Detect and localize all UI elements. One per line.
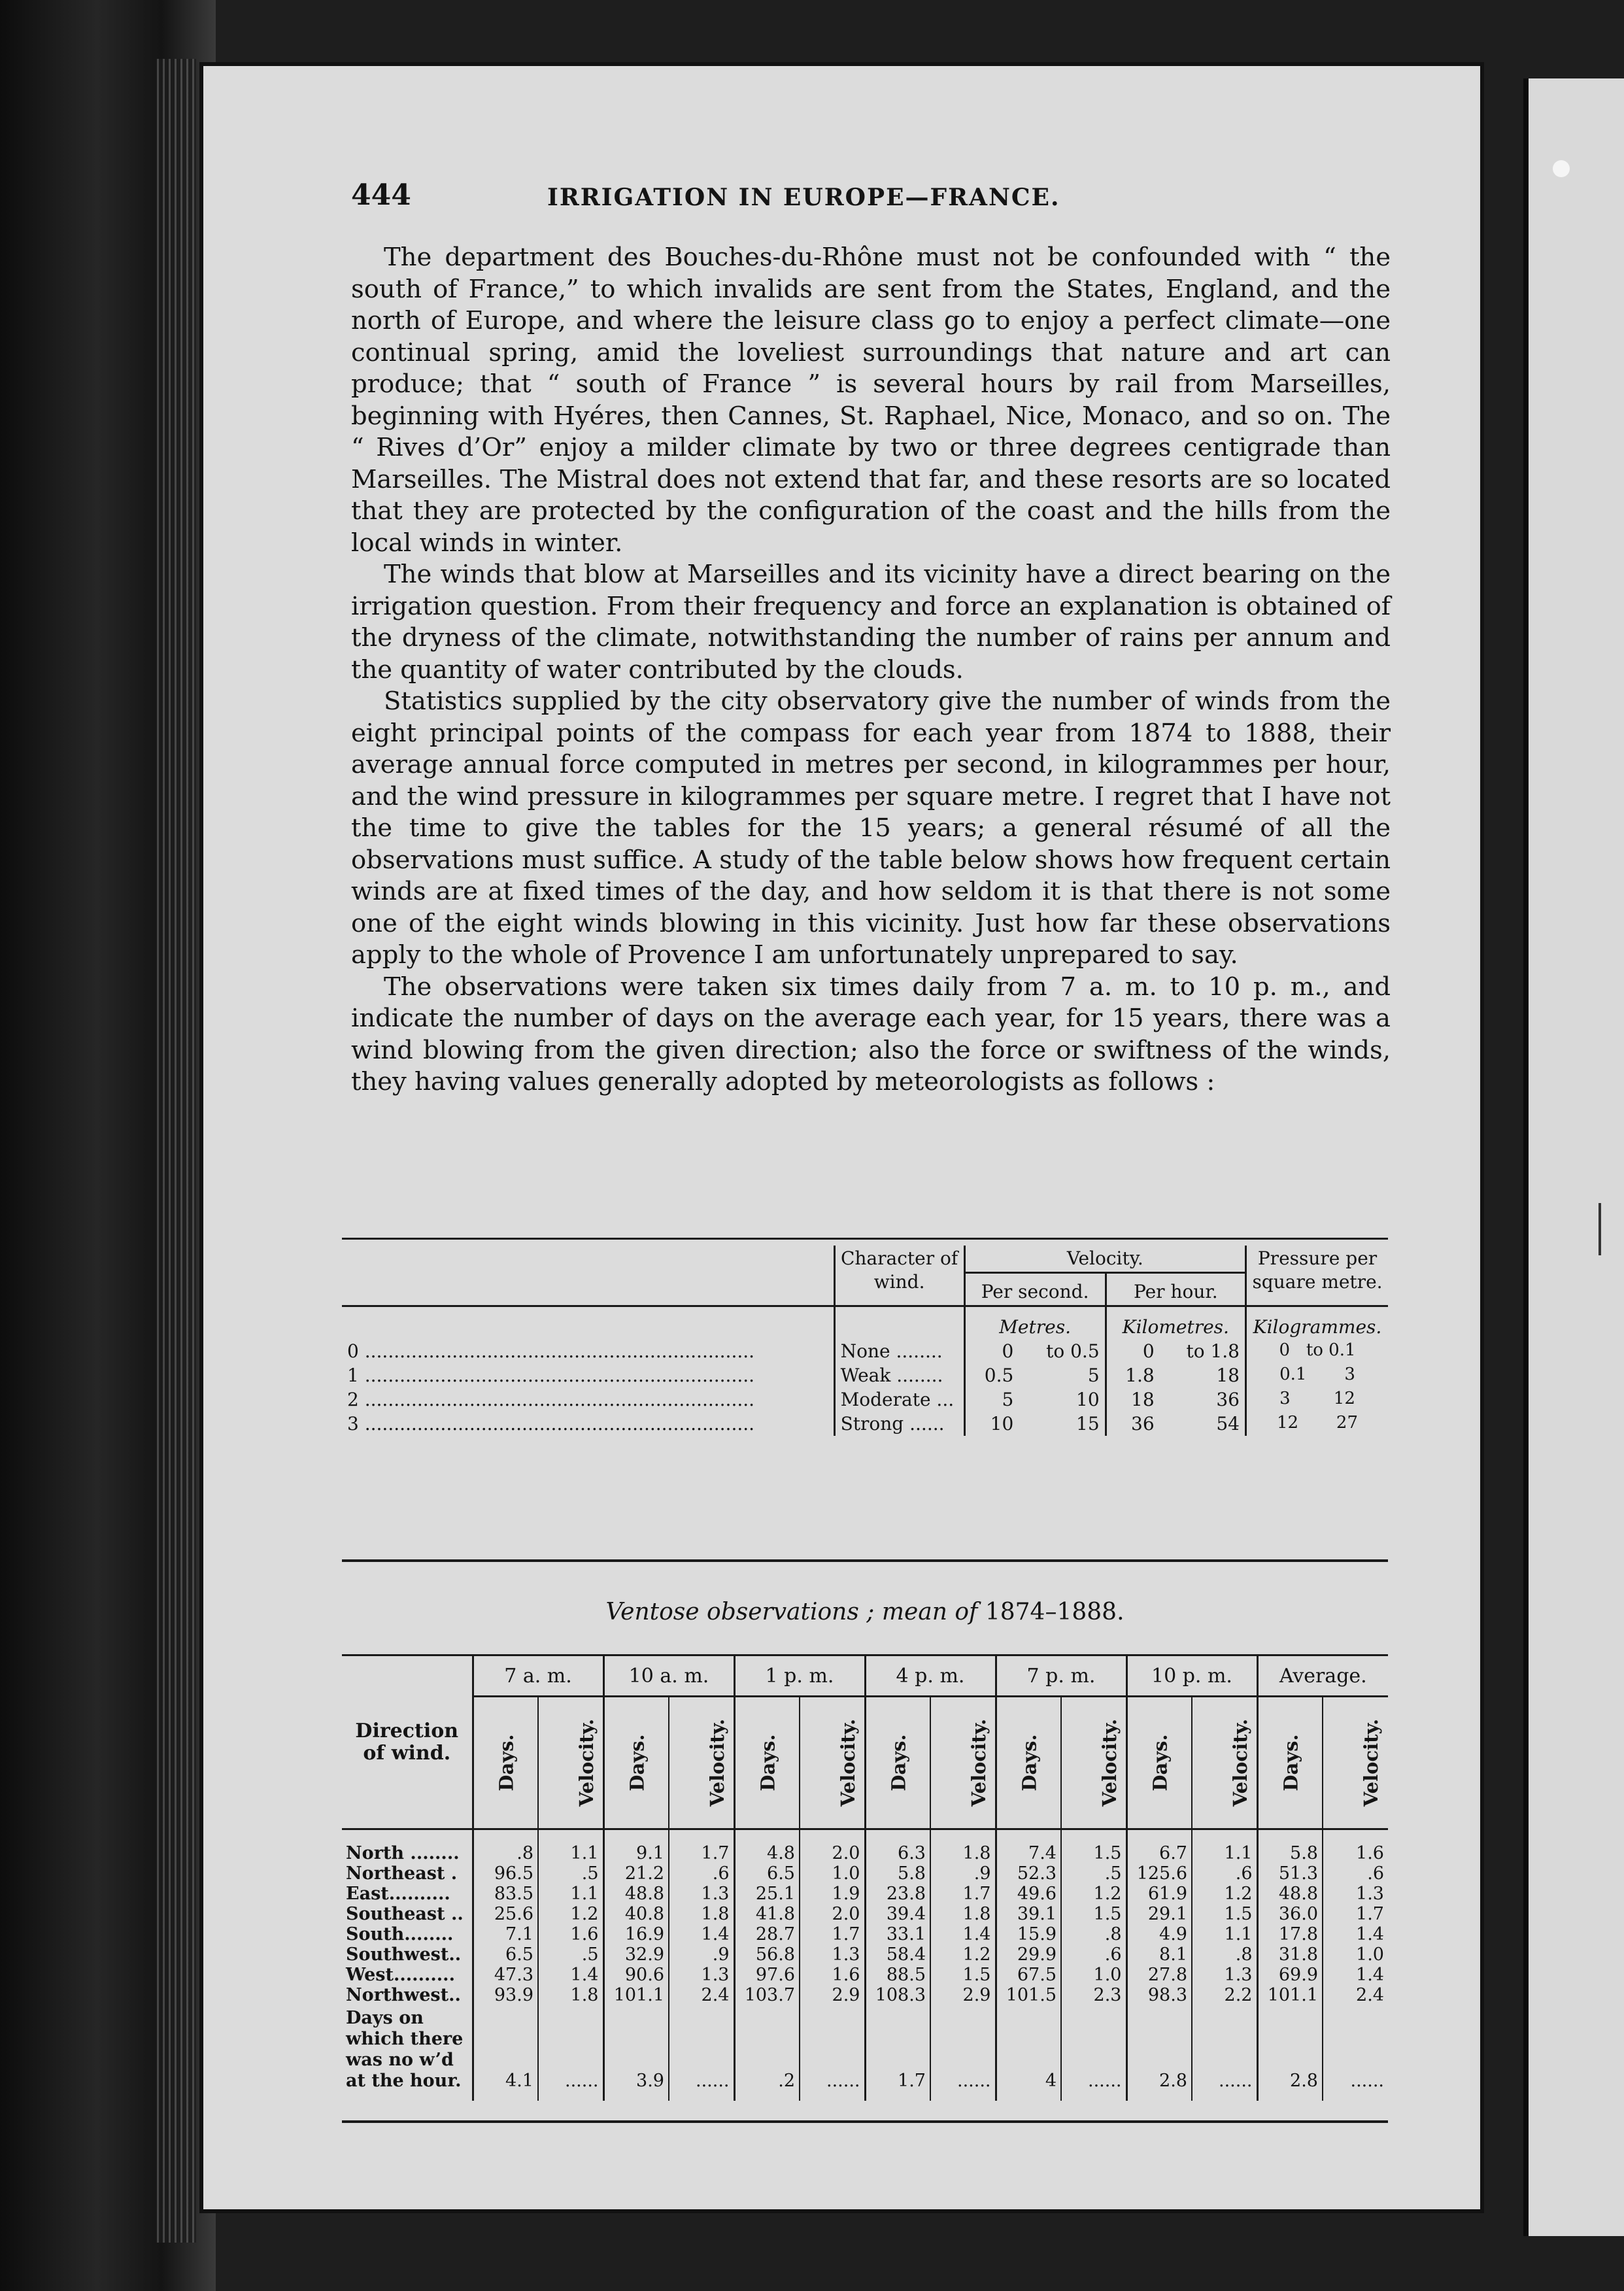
- wind-direction-row: [342, 1924, 1388, 1944]
- direction-label: East..........: [346, 1884, 450, 1904]
- character-value: Moderate: [840, 1389, 931, 1410]
- days-value: 67.5: [996, 1965, 1061, 1985]
- velocity-label: Velocity.: [1229, 1718, 1252, 1807]
- days-value: 49.6: [996, 1884, 1061, 1904]
- time-header: 7 p. m.: [996, 1655, 1126, 1697]
- direction-label: North ........: [346, 1843, 460, 1863]
- per-second-from: 0.5: [964, 1363, 1019, 1387]
- days-label: Days.: [1279, 1734, 1302, 1791]
- pressure-from: 12: [1276, 1413, 1299, 1433]
- days-value: 2.8: [1257, 2005, 1323, 2101]
- pressure-from: 0: [1279, 1340, 1291, 1360]
- days-label: Days.: [1149, 1734, 1172, 1791]
- per-second-header: Per second.: [964, 1273, 1106, 1306]
- velocity-value: 1.2: [538, 1904, 603, 1924]
- time-header: 10 p. m.: [1126, 1655, 1257, 1697]
- velocity-value: 1.0: [1061, 1965, 1126, 1985]
- character-value: Weak: [840, 1365, 891, 1386]
- velocity-value: 1.1: [538, 1884, 603, 1904]
- velocity-value: 2.9: [930, 1985, 996, 2005]
- days-label: Days.: [495, 1734, 518, 1791]
- direction-label: West..........: [346, 1965, 455, 1985]
- pressure-to: 27: [1336, 1413, 1359, 1433]
- observation-rows: [342, 1829, 1388, 2101]
- paragraph: The winds that blow at Marseilles and its vicinity have a direct bearing on the irrigation question. From their frequency and force an explanation is obtained of the dryness of the climate, notwithstanding the number of rains per annum and the quantity of water contributed by the clouds.: [351, 560, 1391, 685]
- days-value: 1.7: [865, 2005, 930, 2101]
- margin-mark: [1599, 1203, 1601, 1255]
- days-value: 39.1: [996, 1904, 1061, 1924]
- days-value: 6.3: [865, 1829, 930, 1864]
- velocity-value: ......: [538, 2005, 603, 2101]
- velocity-value: 1.1: [1192, 1924, 1257, 1944]
- velocity-value: .6: [1061, 1944, 1126, 1965]
- velocity-value: 1.3: [800, 1944, 865, 1965]
- paragraph: Statistics supplied by the city observatory give the number of winds from the eight principal points of the compass for each year from 1874 to 1888, their average annual force computed in metres per second, in kilogrammes per hour, and the wind pressure in kilogrammes per square metre. I regret that I have not the time to give the tables for the 15 years; a general résumé of all the observations must suffice. A study of the table below shows how frequent certain winds are at fixed times of the day, and how seldom it is that there is not some one of the eight winds blowing in this vicinity. Just how far these observations apply to the whole of Provence I am unfortunately unprepared to say.: [351, 687, 1391, 970]
- direction-header: Direction of wind.: [342, 1655, 473, 1829]
- days-value: 96.5: [473, 1863, 538, 1884]
- days-value: 51.3: [1257, 1863, 1323, 1884]
- days-value: 88.5: [865, 1965, 930, 1985]
- velocity-value: .5: [538, 1944, 603, 1965]
- days-value: 40.8: [603, 1904, 669, 1924]
- scale-row: 2 ................................................................... Moderate ... 5 10 18 36 3 12: [342, 1387, 1388, 1412]
- velocity-value: ......: [1323, 2005, 1388, 2101]
- velocity-label: Velocity.: [1360, 1718, 1383, 1807]
- days-label: Days.: [626, 1734, 649, 1791]
- direction-label: Northwest..: [346, 1985, 461, 2005]
- days-value: 61.9: [1126, 1884, 1192, 1904]
- velocity-value: .9: [669, 1944, 734, 1965]
- ventose-observations-table: [342, 1654, 1388, 2101]
- days-value: 2.8: [1126, 2005, 1192, 2101]
- per-second-to: 10: [1076, 1389, 1100, 1410]
- days-value: 25.1: [734, 1884, 800, 1904]
- per-hour-to: 18: [1216, 1365, 1240, 1386]
- velocity-value: 1.8: [930, 1904, 996, 1924]
- velocity-value: 1.5: [1061, 1904, 1126, 1924]
- scale-row: 3 ................................................................... Strong ...... 10 15 36 54 12 27: [342, 1412, 1388, 1436]
- per-second-to: 5: [1087, 1365, 1100, 1386]
- velocity-value: 1.8: [538, 1985, 603, 2005]
- velocity-value: ......: [800, 2005, 865, 2101]
- caption-italic: Ventose observations ; mean of: [605, 1599, 978, 1625]
- velocity-value: 1.6: [1323, 1829, 1388, 1864]
- direction-label: South........: [346, 1924, 454, 1944]
- velocity-value: 1.5: [1192, 1904, 1257, 1924]
- scale-row: 1 ................................................................... Weak ........ 0.5 5 1.8 18 0.1 3: [342, 1363, 1388, 1387]
- per-hour-header: Per hour.: [1106, 1273, 1245, 1306]
- scan-hole-mark: [1553, 160, 1570, 177]
- per-hour-from: 18: [1106, 1387, 1160, 1412]
- velocity-value: .9: [930, 1863, 996, 1884]
- adjacent-page-edge: [1523, 78, 1624, 2236]
- days-value: 25.6: [473, 1904, 538, 1924]
- per-second-from: 10: [964, 1412, 1019, 1436]
- wind-direction-row: [342, 1965, 1388, 1985]
- wind-scale-table: [342, 1246, 1388, 1436]
- velocity-value: 1.4: [669, 1924, 734, 1944]
- character-value: Strong: [840, 1413, 904, 1434]
- days-value: 6.7: [1126, 1829, 1192, 1864]
- velocity-value: 1.3: [669, 1884, 734, 1904]
- days-value: 41.8: [734, 1904, 800, 1924]
- scale-number: 1: [347, 1365, 359, 1386]
- wind-direction-row: [342, 1985, 1388, 2005]
- days-value: 33.1: [865, 1924, 930, 1944]
- days-value: 5.8: [1257, 1829, 1323, 1864]
- days-value: 17.8: [1257, 1924, 1323, 1944]
- days-value: 36.0: [1257, 1904, 1323, 1924]
- velocity-value: 1.5: [1061, 1829, 1126, 1864]
- velocity-value: .5: [1061, 1863, 1126, 1884]
- days-value: 83.5: [473, 1884, 538, 1904]
- days-value: 6.5: [734, 1863, 800, 1884]
- days-value: 97.6: [734, 1965, 800, 1985]
- table-bottom-rule: [342, 2120, 1388, 2123]
- velocity-value: .8: [1192, 1944, 1257, 1965]
- velocity-value: 1.8: [669, 1904, 734, 1924]
- velocity-label: Velocity.: [575, 1718, 598, 1807]
- days-value: 9.1: [603, 1829, 669, 1864]
- days-value: 5.8: [865, 1863, 930, 1884]
- velocity-value: .6: [1192, 1863, 1257, 1884]
- wind-direction-row: [342, 1944, 1388, 1965]
- scale-number: 0: [347, 1340, 359, 1362]
- velocity-value: 1.1: [1192, 1829, 1257, 1864]
- velocity-value: .6: [669, 1863, 734, 1884]
- velocity-value: .6: [1323, 1863, 1388, 1884]
- velocity-value: 1.7: [1323, 1904, 1388, 1924]
- direction-label: Southeast ..: [346, 1904, 464, 1924]
- character-value: None: [840, 1340, 890, 1362]
- pressure-from: 3: [1279, 1389, 1291, 1408]
- pressure-to: 3: [1344, 1365, 1355, 1384]
- days-label: Days.: [887, 1734, 910, 1791]
- velocity-value: ......: [669, 2005, 734, 2101]
- velocity-value: ......: [1192, 2005, 1257, 2101]
- wind-direction-row: [342, 1829, 1388, 1864]
- velocity-value: 1.2: [1192, 1884, 1257, 1904]
- velocity-label: Velocity.: [1098, 1718, 1121, 1807]
- table-caption: [342, 1599, 1388, 1625]
- no-wind-row: [342, 2005, 1388, 2101]
- days-value: 8.1: [1126, 1944, 1192, 1965]
- page-number: 444: [351, 178, 411, 212]
- wind-direction-row: [342, 1863, 1388, 1884]
- days-value: 48.8: [1257, 1884, 1323, 1904]
- per-hour-from: 0: [1106, 1339, 1160, 1363]
- days-value: 58.4: [865, 1944, 930, 1965]
- velocity-value: 1.4: [1323, 1924, 1388, 1944]
- velocity-value: 1.6: [538, 1924, 603, 1944]
- days-value: 3.9: [603, 2005, 669, 2101]
- velocity-value: 1.2: [1061, 1884, 1126, 1904]
- days-value: .8: [473, 1829, 538, 1864]
- days-value: 101.5: [996, 1985, 1061, 2005]
- per-hour-from: 36: [1106, 1412, 1160, 1436]
- velocity-value: 1.3: [1323, 1884, 1388, 1904]
- velocity-label: Velocity.: [706, 1718, 729, 1807]
- pressure-to: to 0.1: [1306, 1340, 1356, 1360]
- velocity-value: ......: [1061, 2005, 1126, 2101]
- days-value: 27.8: [1126, 1965, 1192, 1985]
- days-value: 23.8: [865, 1884, 930, 1904]
- days-value: 4.1: [473, 2005, 538, 2101]
- days-value: 32.9: [603, 1944, 669, 1965]
- pressure-from: 0.1: [1279, 1365, 1307, 1384]
- direction-label: Days on which there was no w’d at the hour.: [346, 2008, 464, 2091]
- days-value: 29.1: [1126, 1904, 1192, 1924]
- unit-kilogrammes: Kilogrammes.: [1246, 1306, 1389, 1340]
- time-header: 10 a. m.: [603, 1655, 734, 1697]
- direction-label: Northeast .: [346, 1863, 458, 1884]
- days-value: 39.4: [865, 1904, 930, 1924]
- velocity-value: 1.4: [1323, 1965, 1388, 1985]
- per-second-from: 0: [964, 1339, 1019, 1363]
- days-value: 125.6: [1126, 1863, 1192, 1884]
- wind-direction-row: [342, 1904, 1388, 1924]
- days-label: Days.: [756, 1734, 779, 1791]
- velocity-label: Velocity.: [968, 1718, 990, 1807]
- velocity-value: 1.4: [930, 1924, 996, 1944]
- days-value: 103.7: [734, 1985, 800, 2005]
- table-top-rule: [342, 1238, 1388, 1240]
- velocity-value: 2.0: [800, 1829, 865, 1864]
- days-value: 108.3: [865, 1985, 930, 2005]
- velocity-value: 1.0: [1323, 1944, 1388, 1965]
- days-value: .2: [734, 2005, 800, 2101]
- velocity-value: .5: [538, 1863, 603, 1884]
- paragraph: The observations were taken six times daily from 7 a. m. to 10 p. m., and indicate the number of days on the average each year, for 15 years, there was a wind blowing from the given direction; also the force or swiftness of the winds, they having values generally adopted by meteorologists as follows :: [351, 972, 1391, 1096]
- days-value: 4: [996, 2005, 1061, 2101]
- days-value: 31.8: [1257, 1944, 1323, 1965]
- days-value: 7.1: [473, 1924, 538, 1944]
- paragraph: The department des Bouches-du-Rhône must not be confounded with “ the south of France,” to which invalids are sent from the States, England, and the north of Europe, and where the leisure class go to enjoy a perfect climate—one continual spring, amid the loveliest surroundings that nature and art can produce; that “ south of France ” is several hours by rail from Marseilles, beginning with Hyéres, then Cannes, St. Raphael, Nice, Monaco, and so on. The “ Rives d’Or” enjoy a milder climate by two or three degrees centigrade than Marseilles. The Mistral does not extend that far, and these resorts are so located that they are protected by the configuration of the coast and the hills from the local winds in winter.: [351, 243, 1391, 558]
- per-hour-to: 36: [1216, 1389, 1240, 1410]
- days-value: 101.1: [603, 1985, 669, 2005]
- page-edges: [157, 59, 196, 2243]
- velocity-value: 2.0: [800, 1904, 865, 1924]
- days-value: 52.3: [996, 1863, 1061, 1884]
- page-header: [351, 178, 1345, 224]
- velocity-value: 1.7: [800, 1924, 865, 1944]
- days-value: 90.6: [603, 1965, 669, 1985]
- days-value: 15.9: [996, 1924, 1061, 1944]
- per-hour-to: to 1.8: [1186, 1340, 1240, 1362]
- days-value: 101.1: [1257, 1985, 1323, 2005]
- book-page: [199, 62, 1484, 2213]
- days-value: 21.2: [603, 1863, 669, 1884]
- velocity-value: 1.3: [1192, 1965, 1257, 1985]
- velocity-value: 2.3: [1061, 1985, 1126, 2005]
- days-value: 4.9: [1126, 1924, 1192, 1944]
- days-value: 98.3: [1126, 1985, 1192, 2005]
- days-value: 69.9: [1257, 1965, 1323, 1985]
- velocity-value: 1.2: [930, 1944, 996, 1965]
- days-value: 16.9: [603, 1924, 669, 1944]
- per-hour-to: 54: [1216, 1413, 1240, 1434]
- pressure-header: Pressure per square metre.: [1246, 1246, 1389, 1306]
- velocity-value: 2.4: [669, 1985, 734, 2005]
- time-header: Average.: [1257, 1655, 1388, 1697]
- velocity-value: 1.3: [669, 1965, 734, 1985]
- time-header: 4 p. m.: [865, 1655, 996, 1697]
- velocity-value: 1.7: [669, 1829, 734, 1864]
- velocity-header: Velocity.: [964, 1246, 1245, 1273]
- time-header: 7 a. m.: [473, 1655, 603, 1697]
- per-second-from: 5: [964, 1387, 1019, 1412]
- days-value: 47.3: [473, 1965, 538, 1985]
- days-value: 28.7: [734, 1924, 800, 1944]
- character-header: Character of wind.: [834, 1246, 964, 1306]
- days-value: 48.8: [603, 1884, 669, 1904]
- velocity-value: 1.6: [800, 1965, 865, 1985]
- per-second-to: 15: [1076, 1413, 1100, 1434]
- time-header: 1 p. m.: [734, 1655, 865, 1697]
- velocity-value: 2.2: [1192, 1985, 1257, 2005]
- caption-years: 1874–1888.: [977, 1599, 1125, 1625]
- days-value: 56.8: [734, 1944, 800, 1965]
- running-head: IRRIGATION IN EUROPE—FRANCE.: [547, 184, 1060, 211]
- body-text: [351, 242, 1391, 1098]
- unit-kilometres: Kilometres.: [1106, 1306, 1245, 1340]
- per-second-to: to 0.5: [1046, 1340, 1100, 1362]
- scale-row: 0 ................................................................... None ........ 0 to 0.5 0 to 1.8 0 to 0.1: [342, 1339, 1388, 1363]
- days-value: 6.5: [473, 1944, 538, 1965]
- velocity-value: 1.1: [538, 1829, 603, 1864]
- velocity-value: 1.7: [930, 1884, 996, 1904]
- velocity-value: 1.9: [800, 1884, 865, 1904]
- pressure-to: 12: [1333, 1389, 1355, 1408]
- unit-metres: Metres.: [964, 1306, 1106, 1340]
- velocity-value: .8: [1061, 1924, 1126, 1944]
- velocity-value: 2.4: [1323, 1985, 1388, 2005]
- direction-label: Southwest..: [346, 1944, 462, 1965]
- table-bottom-rule: [342, 1559, 1388, 1562]
- velocity-value: 2.9: [800, 1985, 865, 2005]
- scale-number: 3: [347, 1413, 359, 1434]
- velocity-value: 1.0: [800, 1863, 865, 1884]
- days-value: 29.9: [996, 1944, 1061, 1965]
- velocity-value: 1.8: [930, 1829, 996, 1864]
- per-hour-from: 1.8: [1106, 1363, 1160, 1387]
- days-label: Days.: [1018, 1734, 1041, 1791]
- wind-direction-row: [342, 1884, 1388, 1904]
- days-value: 93.9: [473, 1985, 538, 2005]
- velocity-value: ......: [930, 2005, 996, 2101]
- velocity-label: Velocity.: [837, 1718, 860, 1807]
- velocity-value: 1.5: [930, 1965, 996, 1985]
- scale-number: 2: [347, 1389, 359, 1410]
- days-value: 4.8: [734, 1829, 800, 1864]
- velocity-value: 1.4: [538, 1965, 603, 1985]
- days-value: 7.4: [996, 1829, 1061, 1864]
